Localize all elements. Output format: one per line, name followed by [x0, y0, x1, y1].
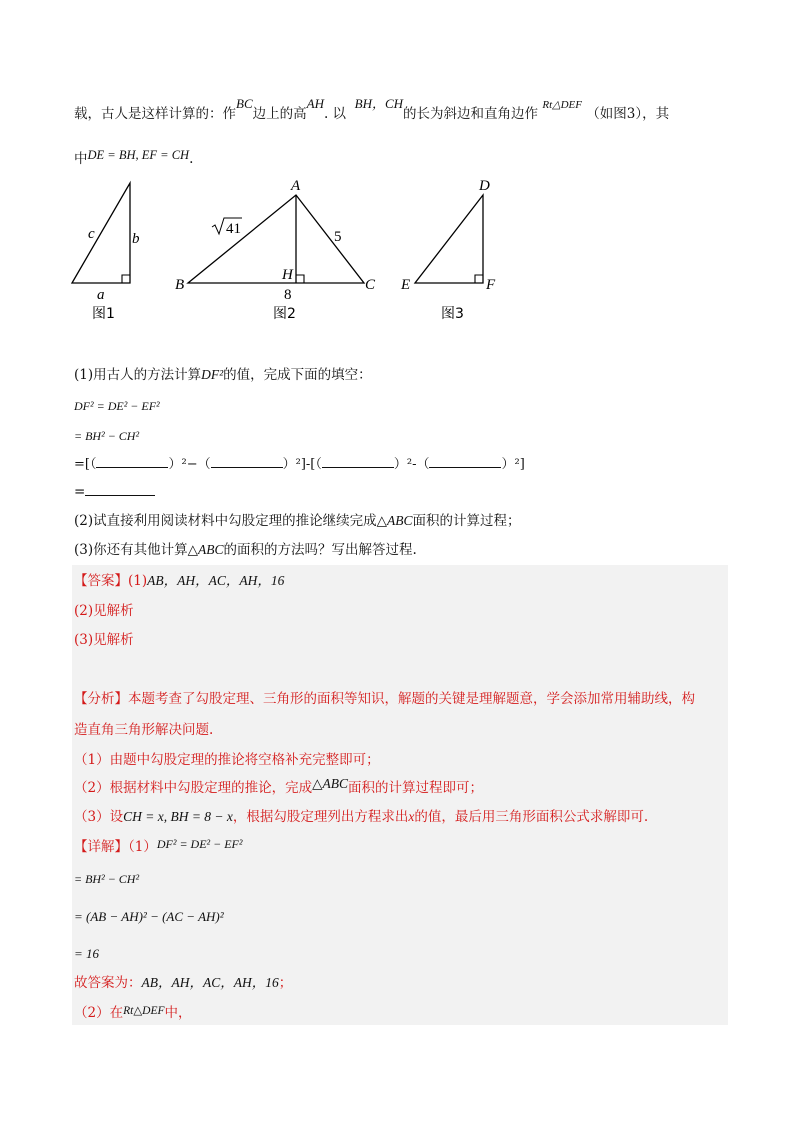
fig3-label-d: D	[479, 178, 490, 194]
detail-num: （1）	[128, 839, 157, 855]
analysis-line-1	[74, 690, 728, 708]
fig2-label-b: B	[175, 277, 185, 293]
blank-1[interactable]	[96, 455, 168, 468]
analysis-line-2: 造直角三角形解决问题.	[74, 722, 214, 738]
question-2	[74, 512, 728, 530]
figure-2	[175, 178, 376, 322]
fig1-label-c: c	[88, 226, 95, 242]
blank-2[interactable]	[211, 455, 283, 468]
detail-label: 【详解】	[74, 839, 128, 855]
blank-3[interactable]	[322, 455, 394, 468]
conclusion-value: AB，AH，AC，AH，16	[141, 975, 279, 990]
detail-step-2	[74, 1004, 728, 1023]
math-df2: DF²	[201, 367, 224, 382]
bracket-text: ）	[282, 457, 296, 472]
detail-conclusion	[74, 974, 728, 992]
math-abc: △ABC	[312, 776, 348, 791]
equals-text: =	[74, 484, 86, 500]
intro-text: 边上的高	[252, 106, 307, 122]
intro-line-1	[74, 96, 728, 124]
math-abc: △ABC	[376, 513, 413, 528]
question-2-text: (2)试直接利用阅读材料中勾股定理的推论继续完成	[74, 513, 377, 529]
analysis-text: 本题考查了勾股定理、三角形的面积等知识，解题的关键是理解题意，学会添加常用辅助线，构	[128, 691, 695, 707]
bracket-text: ）	[393, 457, 407, 472]
conclusion-label: 故答案为：	[74, 975, 142, 991]
analysis-step-2-text: （2）根据材料中勾股定理的推论，完成	[74, 780, 313, 796]
analysis-step-3-text: ，根据勾股定理列出方程求出	[232, 809, 409, 825]
intro-text: .	[189, 151, 194, 167]
figure-1	[72, 183, 140, 322]
fig2-label-bc: 8	[284, 287, 292, 303]
bracket-text: ²]	[514, 457, 525, 472]
answer-label: 【答案】	[74, 573, 128, 589]
conclusion-end: ；	[278, 975, 293, 991]
fill-line-3	[74, 455, 728, 474]
fill-line-2: = BH² − CH²	[74, 429, 140, 443]
intro-text: 载，古人是这样计算的：作	[74, 106, 236, 122]
analysis-step-2-text: 面积的计算过程即可；	[347, 780, 483, 796]
fig3-label-f: F	[486, 277, 496, 293]
fig2-caption: 图2	[273, 306, 296, 322]
intro-line-2	[74, 150, 728, 168]
detail-formula-4: = 16	[74, 946, 100, 961]
math-ah: AH	[306, 96, 324, 111]
answer-3: (3)见解析	[74, 632, 134, 648]
fig1-caption: 图1	[92, 306, 115, 322]
bracket-text: ）	[168, 457, 182, 472]
fig2-label-c: C	[365, 277, 376, 293]
math-rt-def: Rt△DEF	[542, 99, 582, 111]
math-bh-ch: BH，CH	[354, 96, 404, 111]
fig2-label-a: A	[291, 178, 301, 194]
bracket-text: ²−（	[181, 457, 211, 472]
blank-4[interactable]	[429, 455, 501, 468]
math-bc: BC	[236, 96, 253, 111]
detail-formula-2: = BH² − CH²	[74, 872, 140, 886]
math-rt-def: Rt△DEF	[123, 1005, 165, 1017]
analysis-step-3	[74, 808, 728, 826]
math-ch-bh: CH = x, BH = 8 − x	[123, 809, 233, 824]
intro-text: （如图3），其	[586, 106, 670, 122]
detail-formula-3: = (AB − AH)² − (AC − AH)²	[74, 909, 224, 924]
math-x: x	[408, 809, 415, 824]
intro-text: . 以	[323, 106, 347, 122]
answer-line-1	[74, 572, 728, 590]
answer-2: (2)见解析	[74, 603, 134, 619]
figure-3	[400, 178, 496, 322]
detail-step-2-text: （2）在	[74, 1005, 124, 1021]
bracket-text: =[（	[74, 457, 97, 472]
question-1	[74, 366, 728, 384]
analysis-step-3-text: 的值，最后用三角形面积公式求解即可.	[414, 809, 649, 825]
fig1-label-a: a	[97, 287, 105, 303]
fig3-label-e: E	[401, 277, 411, 293]
intro-text: 中	[74, 151, 88, 167]
fill-line-4	[74, 483, 728, 501]
analysis-step-2	[74, 776, 728, 797]
detail-line-1	[74, 838, 728, 856]
fill-line-1: DF² = DE² − EF²	[74, 399, 160, 413]
question-1-text: 的值，完成下面的填空：	[223, 367, 372, 383]
fig1-label-b: b	[132, 231, 140, 247]
question-3	[74, 541, 728, 559]
analysis-step-1: （1）由题中勾股定理的推论将空格补充完整即可；	[74, 752, 380, 768]
question-1-text: (1)用古人的方法计算	[74, 367, 202, 383]
bracket-text: ）	[501, 457, 515, 472]
fig2-label-ab: 41	[226, 221, 241, 237]
figures	[0, 175, 800, 325]
analysis-label: 【分析】	[74, 691, 128, 707]
detail-step-2-text: 中，	[164, 1005, 192, 1021]
question-3-text: 的面积的方法吗？写出解答过程.	[223, 542, 417, 558]
fig2-label-h: H	[282, 267, 293, 283]
question-2-text: 面积的计算过程；	[412, 513, 521, 529]
answer-1-value: AB，AH，AC，AH，16	[147, 573, 285, 588]
intro-text: 的长为斜边和直角边作	[403, 106, 539, 122]
fig3-caption: 图3	[441, 306, 464, 322]
math-de-ef: DE = BH, EF = CH	[87, 148, 190, 162]
detail-formula-1: DF² = DE² − EF²	[156, 837, 243, 851]
math-abc: △ABC	[187, 542, 224, 557]
bracket-text: ²]-[（	[295, 457, 322, 472]
question-3-text: (3)你还有其他计算	[74, 542, 188, 558]
fig2-label-ac: 5	[334, 229, 342, 245]
blank-5[interactable]	[85, 483, 155, 496]
bracket-text: ²-（	[406, 457, 430, 472]
answer-1-num: (1)	[128, 573, 148, 589]
analysis-step-3-text: （3）设	[74, 809, 124, 825]
